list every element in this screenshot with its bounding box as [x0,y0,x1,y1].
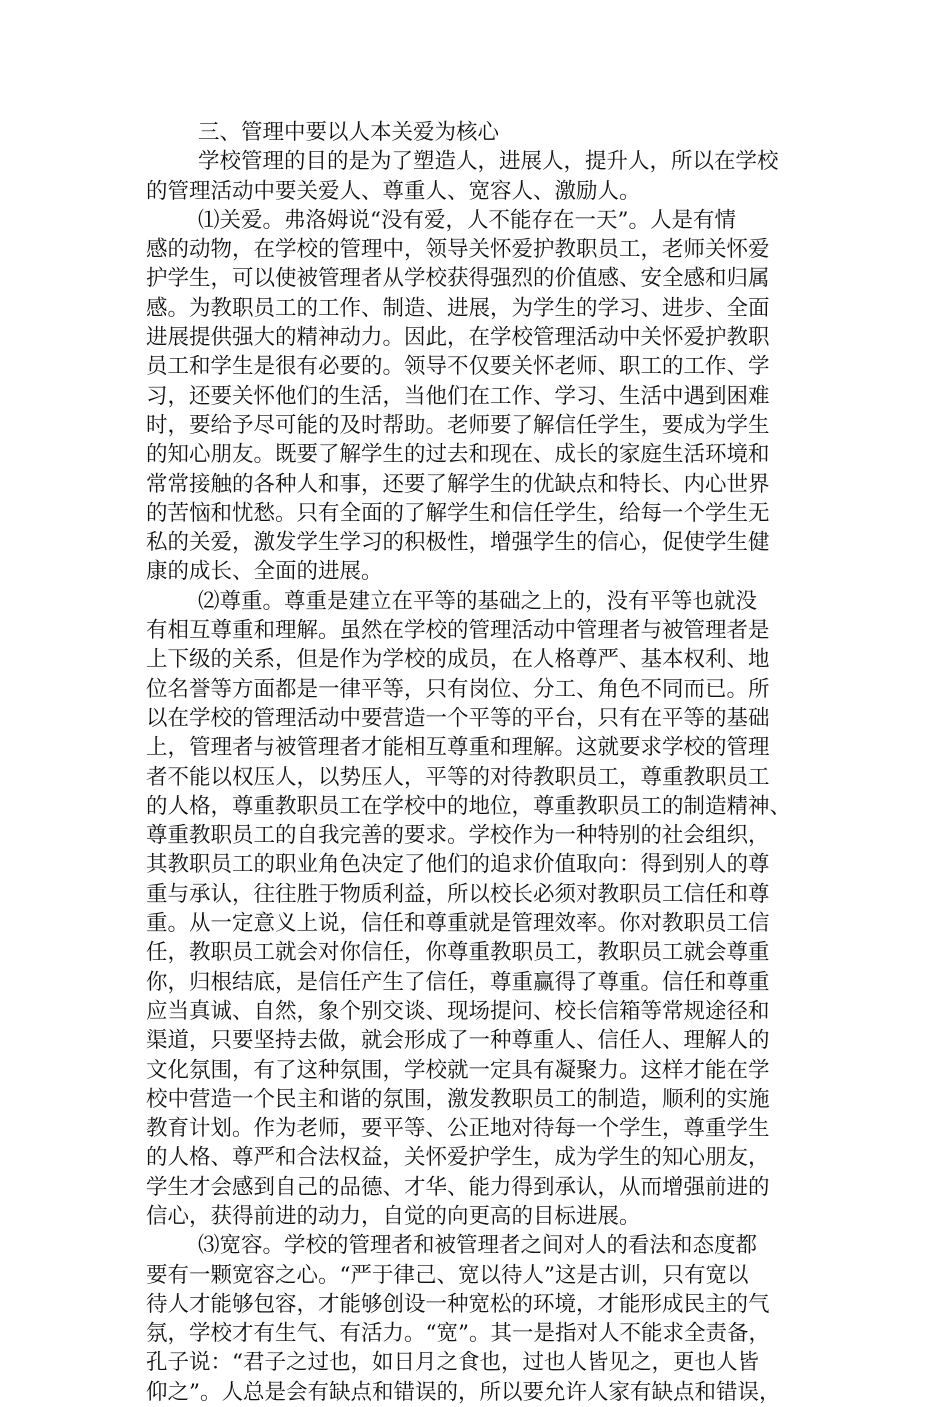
text-line: 其教职员工的职业角色决定了他们的追求价值取向：得到别人的尊 [146,852,770,878]
text-line: 感。为教职员工的工作、制造、进展，为学生的学习、进步、全面 [146,295,770,321]
text-line: 尊重教职员工的自我完善的要求。学校作为一种特别的社会组织， [146,823,770,849]
text-line: 的人格、尊严和合法权益，关怀爱护学生，成为学生的知心朋友， [146,1145,770,1171]
text-line: 以在学校的管理活动中要营造一个平等的平台，只有在平等的基础 [146,705,770,731]
text-line: 有相互尊重和理解。虽然在学校的管理活动中管理者与被管理者是 [146,618,770,644]
intro-paragraph [146,147,826,206]
text-line: ⑵尊重。尊重是建立在平等的基础之上的，没有平等也就没 [198,588,758,614]
text-line: 进展提供强大的精神动力。因此，在学校管理活动中关怀爱护教职 [146,325,770,351]
text-line: 的人格，尊重教职员工在学校中的地位，尊重教职员工的制造精神、 [146,793,792,819]
document-page [146,118,826,1407]
text-line: 孔子说：“君子之过也，如日月之食也，过也人皆见之，更也人皆 [146,1350,759,1376]
text-line: 学校管理的目的是为了塑造人，进展人，提升人，所以在学校 [198,149,779,175]
text-line: 康的成长、全面的进展。 [146,559,383,585]
text-line: 仰之”。人总是会有缺点和错误的，所以要允许人家有缺点和错误， [146,1379,781,1405]
text-line: 学生才会感到自己的品德、才华、能力得到承认，从而增强前进的 [146,1174,770,1200]
paragraph-respect [146,587,826,1232]
paragraph-tolerance [146,1231,826,1407]
text-line: 者不能以权压人，以势压人，平等的对待教职员工，尊重教职员工 [146,764,770,790]
text-line: 护学生，可以使被管理者从学校获得强烈的价值感、安全感和归属 [146,266,770,292]
text-line: 常常接触的各种人和事，还要了解学生的优缺点和特长、内心世界 [146,471,770,497]
section-heading: 三、管理中要以人本关爱为核心 [198,120,500,145]
text-line: 习，还要关怀他们的生活，当他们在工作、学习、生活中遇到困难 [146,383,770,409]
text-line: 文化氛围，有了这种氛围，学校就一定具有凝聚力。这样才能在学 [146,1057,770,1083]
text-line: 应当真诚、自然，象个别交谈、现场提问、校长信箱等常规途径和 [146,998,770,1024]
text-line: 校中营造一个民主和谐的氛围，激发教职员工的制造，顺利的实施 [146,1086,770,1112]
text-line: 你，归根结底，是信任产生了信任，尊重赢得了尊重。信任和尊重 [146,969,770,995]
text-line: 私的关爱，激发学生学习的积极性，增强学生的信心，促使学生健 [146,530,770,556]
text-line: 重。从一定意义上说，信任和尊重就是管理效率。你对教职员工信 [146,911,770,937]
text-line: 要有一颗宽容之心。“严于律己、宽以待人”这是古训，只有宽以 [146,1262,749,1288]
text-line: 待人才能够包容，才能够创设一种宽松的环境，才能形成民主的气 [146,1291,770,1317]
text-line: 渠道，只要坚持去做，就会形成了一种尊重人、信任人、理解人的 [146,1028,770,1054]
text-line: ⑶宽容。学校的管理者和被管理者之间对人的看法和态度都 [198,1233,758,1259]
text-line: 的苦恼和忧愁。只有全面的了解学生和信任学生，给每一个学生无 [146,500,770,526]
text-line: 任，教职员工就会对你信任，你尊重教职员工，教职员工就会尊重 [146,940,770,966]
text-line: 教育计划。作为老师，要平等、公正地对待每一个学生，尊重学生 [146,1116,770,1142]
text-line: 上下级的关系，但是作为学校的成员，在人格尊严、基本权利、地 [146,647,770,673]
text-line: 时，要给予尽可能的及时帮助。老师要了解信任学生，要成为学生 [146,412,770,438]
text-line: 的管理活动中要关爱人、尊重人、宽容人、激励人。 [146,178,641,204]
text-line: 上，管理者与被管理者才能相互尊重和理解。这就要求学校的管理 [146,735,770,761]
text-line: 位名誉等方面都是一律平等，只有岗位、分工、角色不同而已。所 [146,676,770,702]
text-line: 信心，获得前进的动力，自觉的向更高的目标进展。 [146,1203,641,1229]
text-line: 氛，学校才有生气、有活力。“宽”。其一是指对人不能求全责备， [146,1321,770,1347]
paragraph-care [146,206,826,587]
text-line: 重与承认，往往胜于物质利益，所以校长必须对教职员工信任和尊 [146,881,770,907]
text-line: 的知心朋友。既要了解学生的过去和现在、成长的家庭生活环境和 [146,442,770,468]
text-line: ⑴关爱。弗洛姆说“没有爱，人不能存在一天”。人是有情 [198,207,736,233]
text-line: 感的动物，在学校的管理中，领导关怀爱护教职员工，老师关怀爱 [146,237,770,263]
text-line: 员工和学生是很有必要的。领导不仅要关怀老师、职工的工作、学 [146,354,770,380]
